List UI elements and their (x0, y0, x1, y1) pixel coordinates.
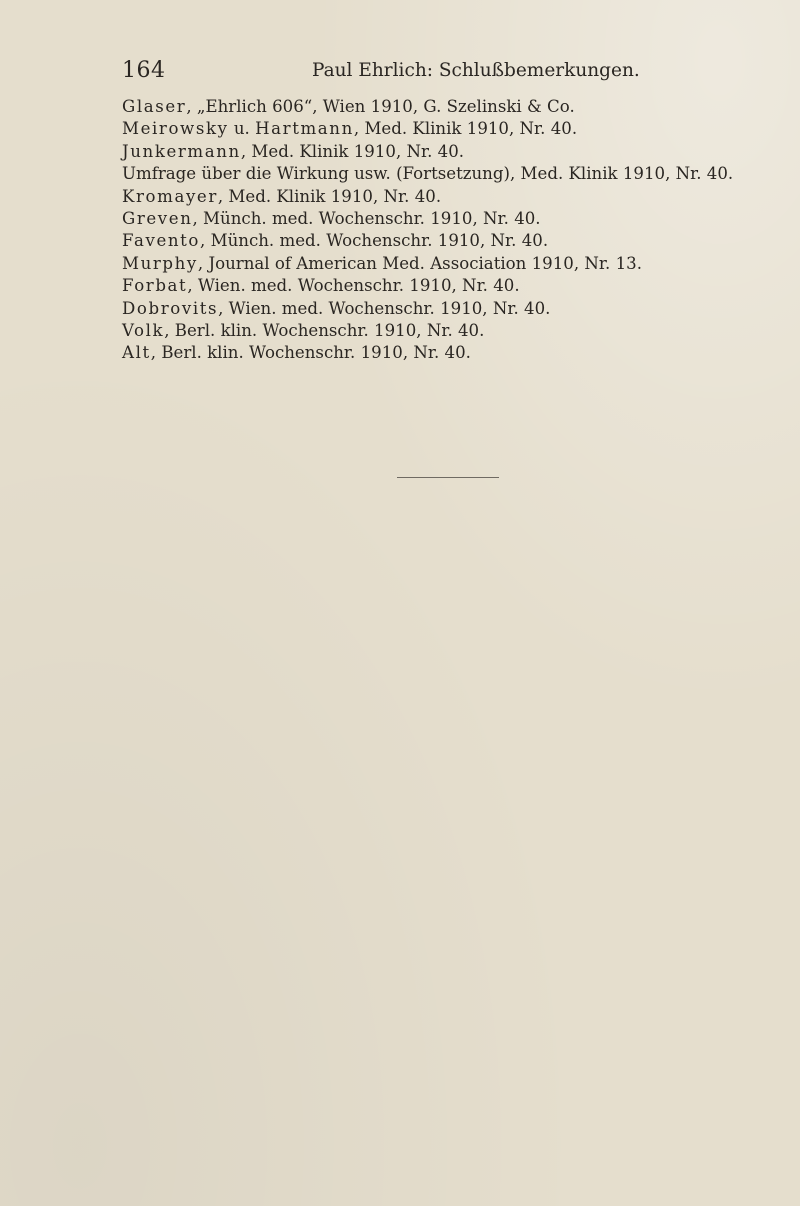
reference-author: Forbat (122, 276, 188, 296)
reference-author: Alt (122, 343, 151, 363)
reference-details: , Med. Klinik 1910, Nr. 40. (240, 141, 465, 161)
reference-item (122, 96, 792, 118)
reference-author: Greven (122, 209, 193, 229)
reference-item (122, 186, 792, 208)
reference-details: Umfrage über die Wirkung usw. (Fortsetzung), Med. Klinik 1910, Nr. 40. (122, 164, 734, 184)
reference-item (122, 253, 792, 275)
page-number: 164 (122, 58, 166, 83)
reference-item (122, 320, 792, 342)
reference-author: Meirowsky (122, 119, 229, 139)
reference-author: Kromayer (122, 186, 218, 206)
page-header (122, 56, 642, 86)
reference-author-second: Hartmann (255, 119, 354, 139)
reference-item (122, 230, 792, 252)
section-end-rule (397, 477, 499, 478)
reference-item (122, 118, 792, 140)
reference-item (122, 275, 792, 297)
reference-details: , Münch. med. Wochenschr. 1910, Nr. 40. (192, 209, 541, 229)
reference-item (122, 298, 792, 320)
reference-details: , „Ehrlich 606“, Wien 1910, G. Szelinski & Co. (186, 97, 575, 116)
reference-details: , Münch. med. Wochenschr. 1910, Nr. 40. (200, 231, 549, 251)
reference-author: Junkermann (122, 141, 241, 161)
running-title: Paul Ehrlich: Schlußbemerkungen. (312, 60, 640, 81)
reference-item (122, 208, 792, 230)
reference-details-second: , Med. Klinik 1910, Nr. 40. (353, 119, 578, 139)
reference-list (122, 96, 792, 365)
reference-details: , Berl. klin. Wochenschr. 1910, Nr. 40. (164, 321, 485, 341)
reference-item (122, 141, 792, 163)
reference-author: Dobrovits (122, 298, 219, 318)
reference-details: , Wien. med. Wochenschr. 1910, Nr. 40. (187, 276, 520, 296)
reference-author: Volk (122, 321, 165, 341)
reference-details: u. (228, 119, 256, 139)
reference-details: , Wien. med. Wochenschr. 1910, Nr. 40. (218, 298, 551, 318)
reference-item (122, 342, 792, 364)
reference-details: , Journal of American Med. Association 1910, Nr. 13. (197, 253, 642, 273)
reference-item (122, 163, 792, 185)
reference-author: Favento (122, 231, 201, 251)
reference-author: Murphy (122, 253, 198, 273)
reference-author: Glaser (122, 97, 187, 116)
reference-details: , Med. Klinik 1910, Nr. 40. (217, 186, 442, 206)
reference-details: , Berl. klin. Wochenschr. 1910, Nr. 40. (150, 343, 471, 363)
